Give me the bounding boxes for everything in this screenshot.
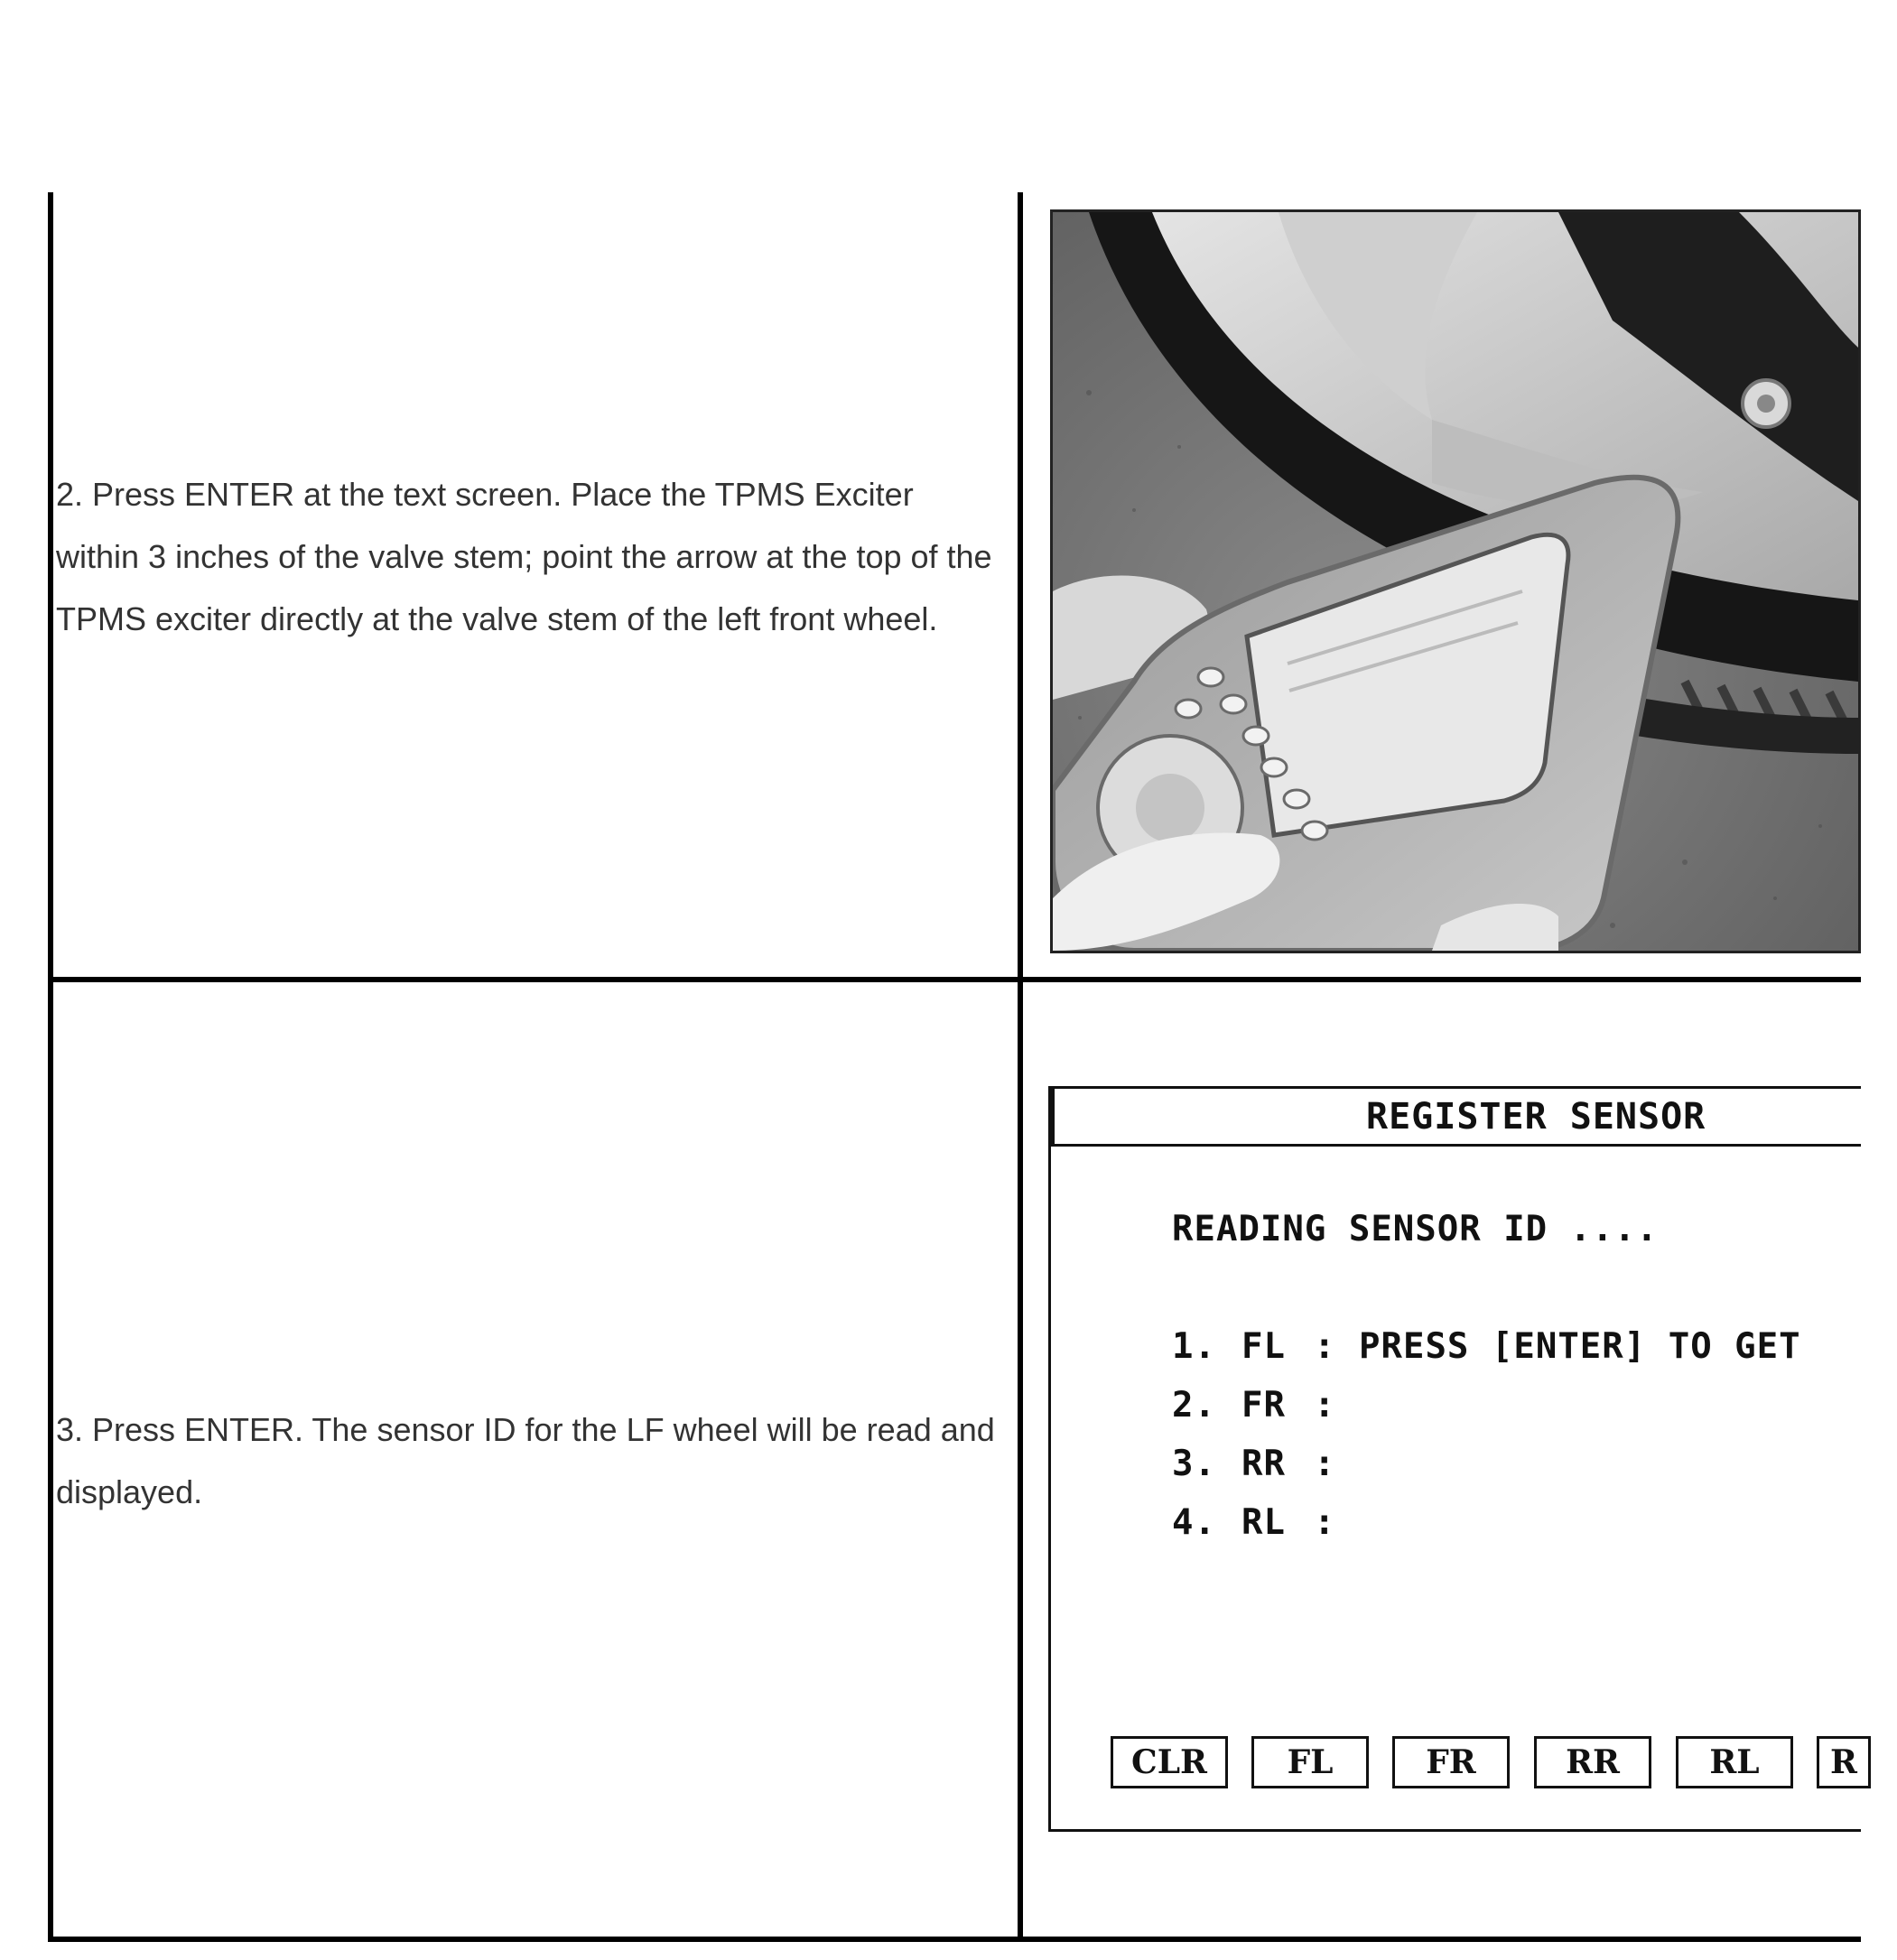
rr-key: RR [1534,1736,1651,1788]
rl-key: RL [1676,1736,1793,1788]
step-2-instruction: 2. Press ENTER at the text screen. Place the TPMS Exciter within 3 inches of the valve stem; point the arrow at the top of the TPMS exciter directly at the valve stem of the left front wheel. [56,476,992,637]
row-colon: : [1314,1385,1336,1426]
row-value: PRESS [ENTER] TO GET [1359,1326,1801,1367]
row-number: 1. [1172,1326,1216,1367]
sensor-row-rr [1172,1444,1359,1484]
row-position: FL [1241,1326,1286,1367]
screen-title: REGISTER SENSOR [1366,1096,1706,1138]
tpms-exciter-photo [1050,209,1861,953]
screen-title-bar [1051,1089,1861,1147]
reading-status: READING SENSOR ID .... [1172,1209,1659,1249]
table-border-bottom [48,1937,1861,1942]
row-colon: : [1314,1502,1336,1543]
table-border-left [48,192,53,1942]
table-divider-horizontal [48,977,1861,982]
tpms-exciter-at-wheel-illustration [1053,212,1858,951]
clr-key: CLR [1111,1736,1228,1788]
row-position: RR [1241,1444,1286,1484]
row-colon: : [1314,1326,1336,1367]
row-position: RL [1241,1502,1286,1543]
sensor-row-fr [1172,1385,1359,1426]
table-divider-vertical [1018,192,1023,1942]
row-number: 3. [1172,1444,1216,1484]
sensor-row-rl [1172,1502,1359,1543]
row-number: 2. [1172,1385,1216,1426]
r-key-cut-off: R [1817,1736,1871,1788]
fr-key: FR [1392,1736,1510,1788]
sensor-row-fl [1172,1326,1801,1367]
row-position: FR [1241,1385,1286,1426]
fl-key: FL [1251,1736,1369,1788]
step-3-instruction: 3. Press ENTER. The sensor ID for the LF wheel will be read and displayed. [56,1411,995,1510]
row-colon: : [1314,1444,1336,1484]
register-sensor-screen [1048,1086,1861,1832]
row-number: 4. [1172,1502,1216,1543]
